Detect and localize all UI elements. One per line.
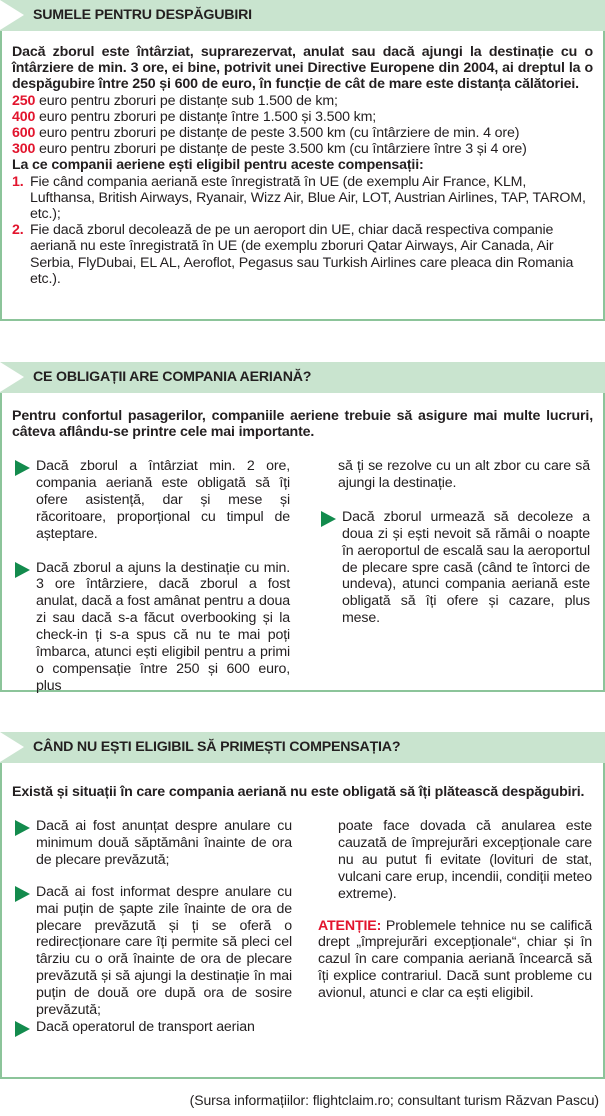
section-intro: Dacă zborul este întârziat, suprarezervat, anulat sau dacă ajungi la destinație cu o întârziere de min. 3 ore, ei bine, potrivit unei Directive Europene din 2004, ai dreptul la o despăgubire între 250 și 600 de euro, în funcție de cât de mare este distanța călătoriei. bbox=[12, 44, 593, 93]
bullet-item bbox=[12, 1019, 292, 1036]
bullet-continuation: să ți se rezolve cu un alt zbor cu care să ajungi la destinație. bbox=[338, 458, 590, 491]
amount-value: 600 bbox=[12, 125, 36, 142]
right-column bbox=[318, 458, 590, 627]
section-title: CÂND NU EȘTI ELIGIBIL SĂ PRIMEȘTI COMPENSAȚIA? bbox=[33, 739, 401, 755]
bullet-triangle-icon bbox=[15, 562, 30, 578]
bullet-text: Dacă ai fost informat despre anulare cu mai puțin de șapte zile înainte de ora de plecare prevăzută și ți se oferă o redirecționare care îți permite să pleci cel târziu cu o oră înainte de ora de plecare prevăzută și să ajungi la destinație în mai puțin de două ore după ora de sosire prevăzută; bbox=[36, 883, 292, 1019]
bullet-item bbox=[12, 560, 290, 695]
amount-line bbox=[12, 109, 593, 125]
section-header bbox=[0, 0, 605, 31]
eligible-item-text: Fie când compania aeriană este înregistrată în UE (de exemplu Air France, KLM, Lufthansa, British Airways, Ryanair, Wizz Air, Blue Air, LOT, Austrian Airlines, TAP, TAROM, etc.); bbox=[30, 173, 586, 223]
amount-text: euro pentru zboruri pe distanțe între 1.500 și 3.500 km; bbox=[35, 108, 377, 125]
attention-text: Problemele tehnice nu se califică drept „împrejurări excepționale“, chiar și în cazul în care compania aeriană încearcă să îți explice contrariul. Dacă sunt probleme cu avionul, atunci e clar ca ești eligibil. bbox=[318, 917, 592, 1002]
bullet-text: Dacă zborul a întârziat min. 2 ore, compania aeriană este obligată să îți ofere asistență, dar și mese și răcoritoare, proporțional cu timpul de așteptare. bbox=[36, 458, 290, 542]
left-column bbox=[12, 458, 290, 695]
amount-value: 400 bbox=[12, 108, 36, 125]
amount-text: euro pentru zboruri pe distanțe de peste 3.500 km (cu întârziere de min. 4 ore) bbox=[35, 125, 520, 142]
eligible-item-text: Fie dacă zborul decolează de pe un aeroport din UE, chiar dacă respectiva companie aeriană nu este înregistrată în UE (de exemplu zboruri Qatar Airways, Air Canada, Air Serbia, FlyDubai, EL AL, Aeroflot, Pegasus sau Turkish Airlines care pleaca din Romania etc.). bbox=[30, 222, 574, 287]
header-arrow-icon bbox=[0, 732, 24, 762]
bullet-text: Dacă zborul urmează să decoleze a doua zi și ești nevoit să rămâi o noapte în aeroportul de escală sau la aeroportul de plecare spre casă (când te întorci de undeva), atunci compania aeriană este obligată să îți ofere și cazare, plus mese. bbox=[342, 508, 590, 627]
eligible-item bbox=[12, 174, 593, 223]
attention-label: ATENȚIE: bbox=[318, 917, 382, 934]
section-title: CE OBLIGAȚII ARE COMPANIA AERIANĂ? bbox=[33, 369, 312, 385]
compensation-amounts-section bbox=[0, 0, 605, 321]
section-header bbox=[0, 362, 605, 393]
amount-text: euro pentru zboruri pe distanțe sub 1.500 de km; bbox=[35, 92, 338, 109]
bullet-continuation: poate face dovada că anularea este cauzată de împrejurări excepționale care nu au putut fi evitate (lovituri de stat, vulcani care erup, incendii, condiții meteo extreme). bbox=[338, 818, 592, 902]
not-eligible-section bbox=[0, 732, 605, 1079]
bullet-item bbox=[12, 818, 292, 869]
attention-note bbox=[318, 918, 592, 1003]
bullet-triangle-icon bbox=[15, 1021, 30, 1037]
bullet-text: Dacă ai fost anunțat despre anulare cu minimum două săptămâni înainte de ora de plecare prevăzută; bbox=[36, 818, 292, 868]
bullet-text: Dacă operatorul de transport aerian bbox=[36, 1018, 255, 1035]
bullet-item bbox=[12, 884, 292, 1019]
section-header bbox=[0, 732, 605, 763]
section-intro: Există și situații în care compania aeriană nu este obligată să îți plătească despăgubiri. bbox=[12, 784, 585, 800]
bullet-text: Dacă zborul a ajuns la destinație cu min. 3 ore întârziere, dacă zborul a fost anulat, dacă a fost amânat pentru a doua zi sau dacă s-a făcut overbooking și la check-in ți s-a spus că nu te mai poți îmbarca, atunci ești eligibil pentru a primi o compensație între 250 și 600 euro, plus bbox=[36, 559, 290, 694]
bullet-triangle-icon bbox=[15, 886, 30, 902]
eligible-item bbox=[12, 222, 593, 287]
amount-line bbox=[12, 125, 593, 141]
bullet-triangle-icon bbox=[15, 820, 30, 836]
amount-value: 300 bbox=[12, 141, 36, 158]
amount-value: 250 bbox=[12, 92, 36, 109]
section-intro: Pentru confortul pasagerilor, companiile aeriene trebuie să asigure mai multe lucruri, câteva aflându-se printre cele mai importante. bbox=[12, 408, 593, 441]
header-arrow-icon bbox=[0, 362, 24, 392]
eligible-item-number: 2. bbox=[12, 222, 24, 239]
amount-line bbox=[12, 141, 593, 157]
header-arrow-icon bbox=[0, 0, 24, 30]
section-title: SUMELE PENTRU DESPĂGUBIRI bbox=[33, 7, 252, 23]
bullet-item bbox=[318, 509, 590, 627]
amount-text: euro pentru zboruri pe distanțe de peste 3.500 km (cu întârziere între 3 și 4 ore) bbox=[35, 141, 527, 158]
source-credit: (Sursa informațiilor: flightclaim.ro; consultant turism Răzvan Pascu) bbox=[189, 1092, 599, 1108]
bullet-triangle-icon bbox=[15, 460, 30, 476]
amount-line bbox=[12, 93, 593, 109]
right-column bbox=[318, 818, 592, 1002]
left-column bbox=[12, 818, 292, 1036]
bullet-triangle-icon bbox=[321, 511, 336, 527]
eligible-item-number: 1. bbox=[12, 173, 24, 190]
airline-obligations-section bbox=[0, 362, 605, 692]
eligible-heading: La ce companii aeriene ești eligibil pentru aceste compensații: bbox=[12, 157, 424, 174]
bullet-item bbox=[12, 458, 290, 543]
